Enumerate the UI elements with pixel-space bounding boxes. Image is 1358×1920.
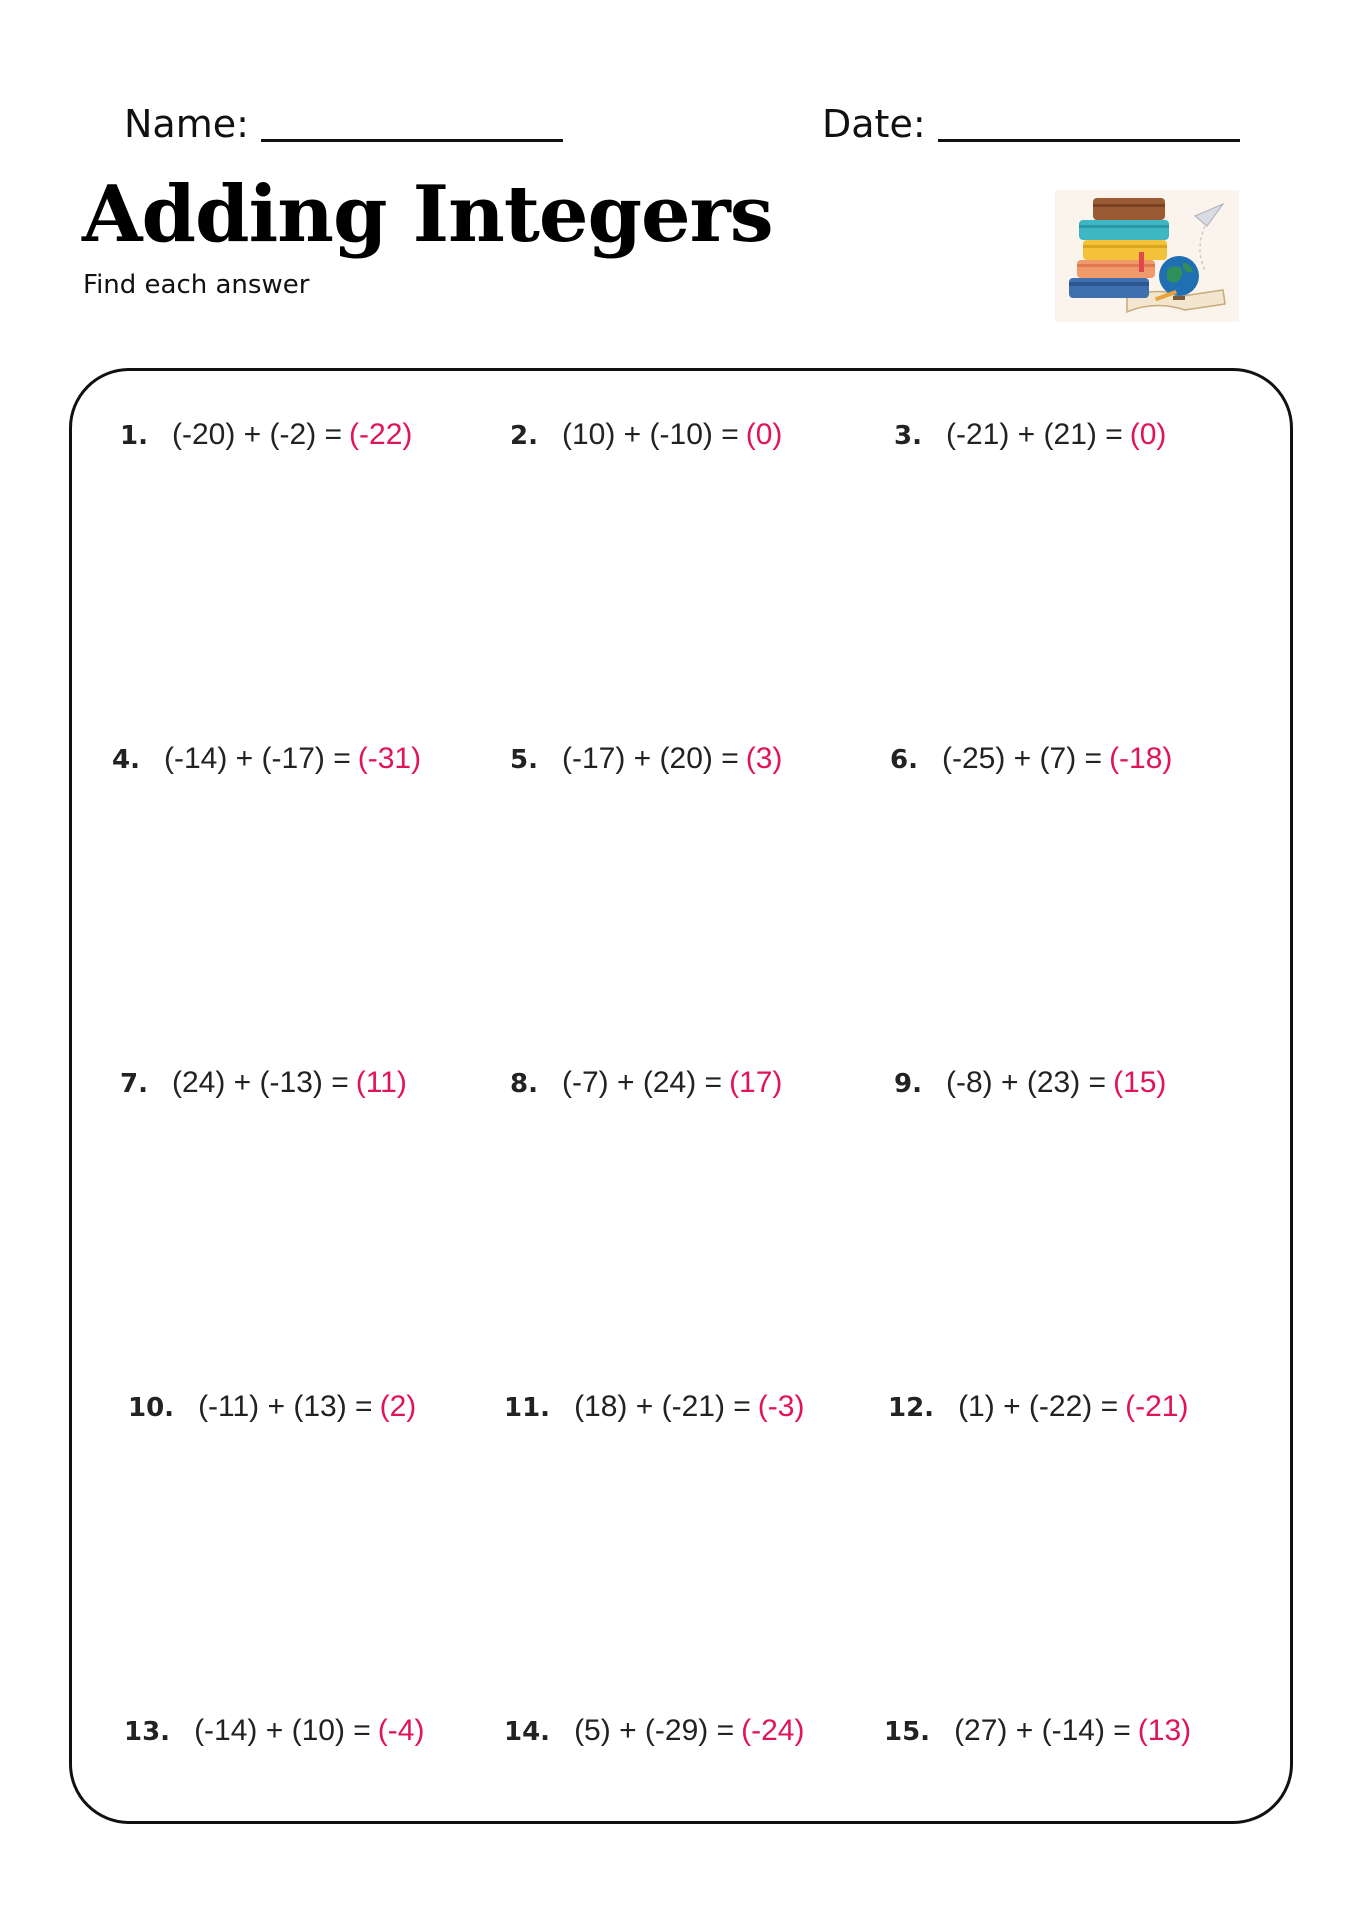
problem-number: 1. <box>120 421 148 451</box>
problem-answer: (-22) <box>349 418 413 451</box>
problem-item <box>878 742 1172 776</box>
problem-number: 6. <box>890 745 918 775</box>
problem-expression: (-8) + (23) = <box>946 1066 1107 1099</box>
name-blank-line[interactable] <box>261 139 563 142</box>
page-title: Adding Integers <box>82 169 773 260</box>
problem-expression: (-20) + (-2) = <box>172 418 343 451</box>
problem-expression: (-25) + (7) = <box>942 742 1103 775</box>
problem-number: 13. <box>124 1717 171 1747</box>
problem-item <box>128 1390 416 1424</box>
problem-item <box>884 1714 1191 1748</box>
problem-item <box>498 418 782 452</box>
problem-number: 3. <box>894 421 922 451</box>
problem-item <box>504 1714 804 1748</box>
problem-number: 7. <box>120 1069 148 1099</box>
problem-answer: (-3) <box>757 1390 805 1423</box>
problem-answer: (-21) <box>1125 1390 1189 1423</box>
problem-expression: (-21) + (21) = <box>946 418 1123 451</box>
problem-item <box>124 1714 424 1748</box>
problem-item <box>888 1390 1188 1424</box>
date-label: Date: <box>822 102 926 146</box>
problem-answer: (-4) <box>377 1714 425 1747</box>
problem-expression: (5) + (-29) = <box>574 1714 735 1747</box>
page-subtitle: Find each answer <box>83 270 310 300</box>
problem-number: 4. <box>112 745 140 775</box>
problem-item <box>504 1390 804 1424</box>
problem-answer: (17) <box>729 1066 783 1099</box>
problem-answer: (11) <box>355 1066 407 1099</box>
problem-item <box>882 1066 1166 1100</box>
problem-number: 11. <box>504 1393 551 1423</box>
problem-number: 8. <box>510 1069 538 1099</box>
date-blank-line[interactable] <box>938 139 1240 142</box>
problem-answer: (2) <box>379 1390 417 1423</box>
problem-item <box>882 418 1166 452</box>
problem-number: 12. <box>888 1393 935 1423</box>
problem-answer: (-18) <box>1109 742 1173 775</box>
problem-expression: (24) + (-13) = <box>172 1066 349 1099</box>
problem-number: 9. <box>894 1069 922 1099</box>
problem-answer: (0) <box>745 418 783 451</box>
problem-item <box>108 1066 407 1100</box>
problem-answer: (13) <box>1137 1714 1192 1747</box>
problem-number: 2. <box>510 421 538 451</box>
problem-item <box>108 418 412 452</box>
problem-expression: (-7) + (24) = <box>562 1066 723 1099</box>
problem-expression: (-17) + (20) = <box>562 742 739 775</box>
problem-number: 14. <box>504 1717 551 1747</box>
problem-number: 5. <box>510 745 538 775</box>
problem-expression: (27) + (-14) = <box>954 1714 1131 1747</box>
problem-expression: (-14) + (10) = <box>194 1714 371 1747</box>
problem-answer: (-24) <box>741 1714 805 1747</box>
problem-expression: (10) + (-10) = <box>562 418 739 451</box>
problem-number: 15. <box>884 1717 931 1747</box>
problem-expression: (18) + (-21) = <box>574 1390 751 1423</box>
problem-answer: (0) <box>1129 418 1167 451</box>
problem-answer: (15) <box>1113 1066 1167 1099</box>
problem-expression: (1) + (-22) = <box>958 1390 1119 1423</box>
problem-answer: (3) <box>745 742 783 775</box>
date-field <box>822 102 1240 146</box>
problem-expression: (-14) + (-17) = <box>164 742 351 775</box>
problem-item <box>498 1066 782 1100</box>
books-globe-icon <box>1055 190 1239 322</box>
problem-number: 10. <box>128 1393 175 1423</box>
problem-answer: (-31) <box>357 742 422 775</box>
problem-item <box>498 742 782 776</box>
problem-expression: (-11) + (13) = <box>198 1390 373 1423</box>
name-label: Name: <box>124 102 249 146</box>
name-field <box>124 102 563 146</box>
problem-item <box>100 742 421 776</box>
